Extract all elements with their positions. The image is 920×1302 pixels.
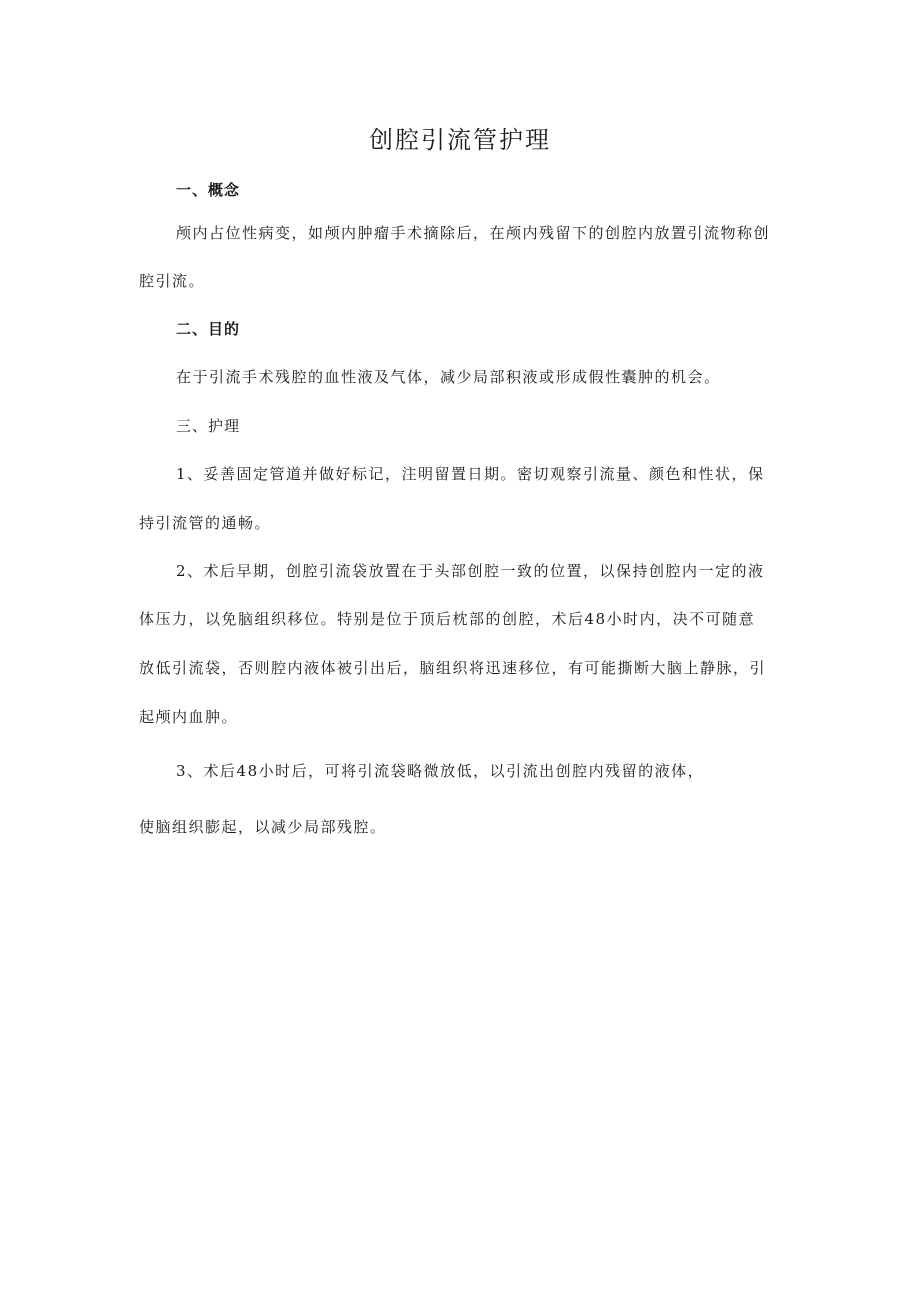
list-item-line: 持引流管的通畅。: [139, 514, 272, 532]
list-item-line: 2、术后早期，创腔引流袋放置在于头部创腔一致的位置，以保持创腔内一定的液: [176, 562, 765, 580]
list-item-line: 使脑组织膨起，以减少局部残腔。: [139, 818, 387, 836]
list-item-line: 3、术后48小时后，可将引流袋略微放低，以引流出创腔内残留的液体，: [176, 762, 705, 780]
list-item-line: 起颅内血肿。: [139, 708, 239, 726]
section-heading-care: 三、护理: [176, 417, 241, 435]
section-heading-purpose: 二、目的: [176, 320, 241, 338]
paragraph-line: 颅内占位性病变，如颅内肿瘤手术摘除后，在颅内残留下的创腔内放置引流物称创: [176, 224, 771, 242]
section-heading-concept: 一、概念: [176, 181, 241, 199]
list-item-line: 放低引流袋，否则腔内液体被引出后，脑组织将迅速移位，有可能撕断大脑上静脉，引: [139, 659, 767, 677]
paragraph-line: 腔引流。: [139, 272, 206, 290]
list-item-line: 1、妥善固定管道并做好标记，注明留置日期。密切观察引流量、颜色和性状，保: [176, 465, 765, 483]
list-item-line: 体压力，以免脑组织移位。特别是位于顶后枕部的创腔，术后48小时内，决不可随意: [139, 610, 756, 628]
paragraph-line: 在于引流手术残腔的血性液及气体，减少局部积液或形成假性囊肿的机会。: [176, 368, 721, 386]
page-title: 创腔引流管护理: [369, 126, 551, 154]
